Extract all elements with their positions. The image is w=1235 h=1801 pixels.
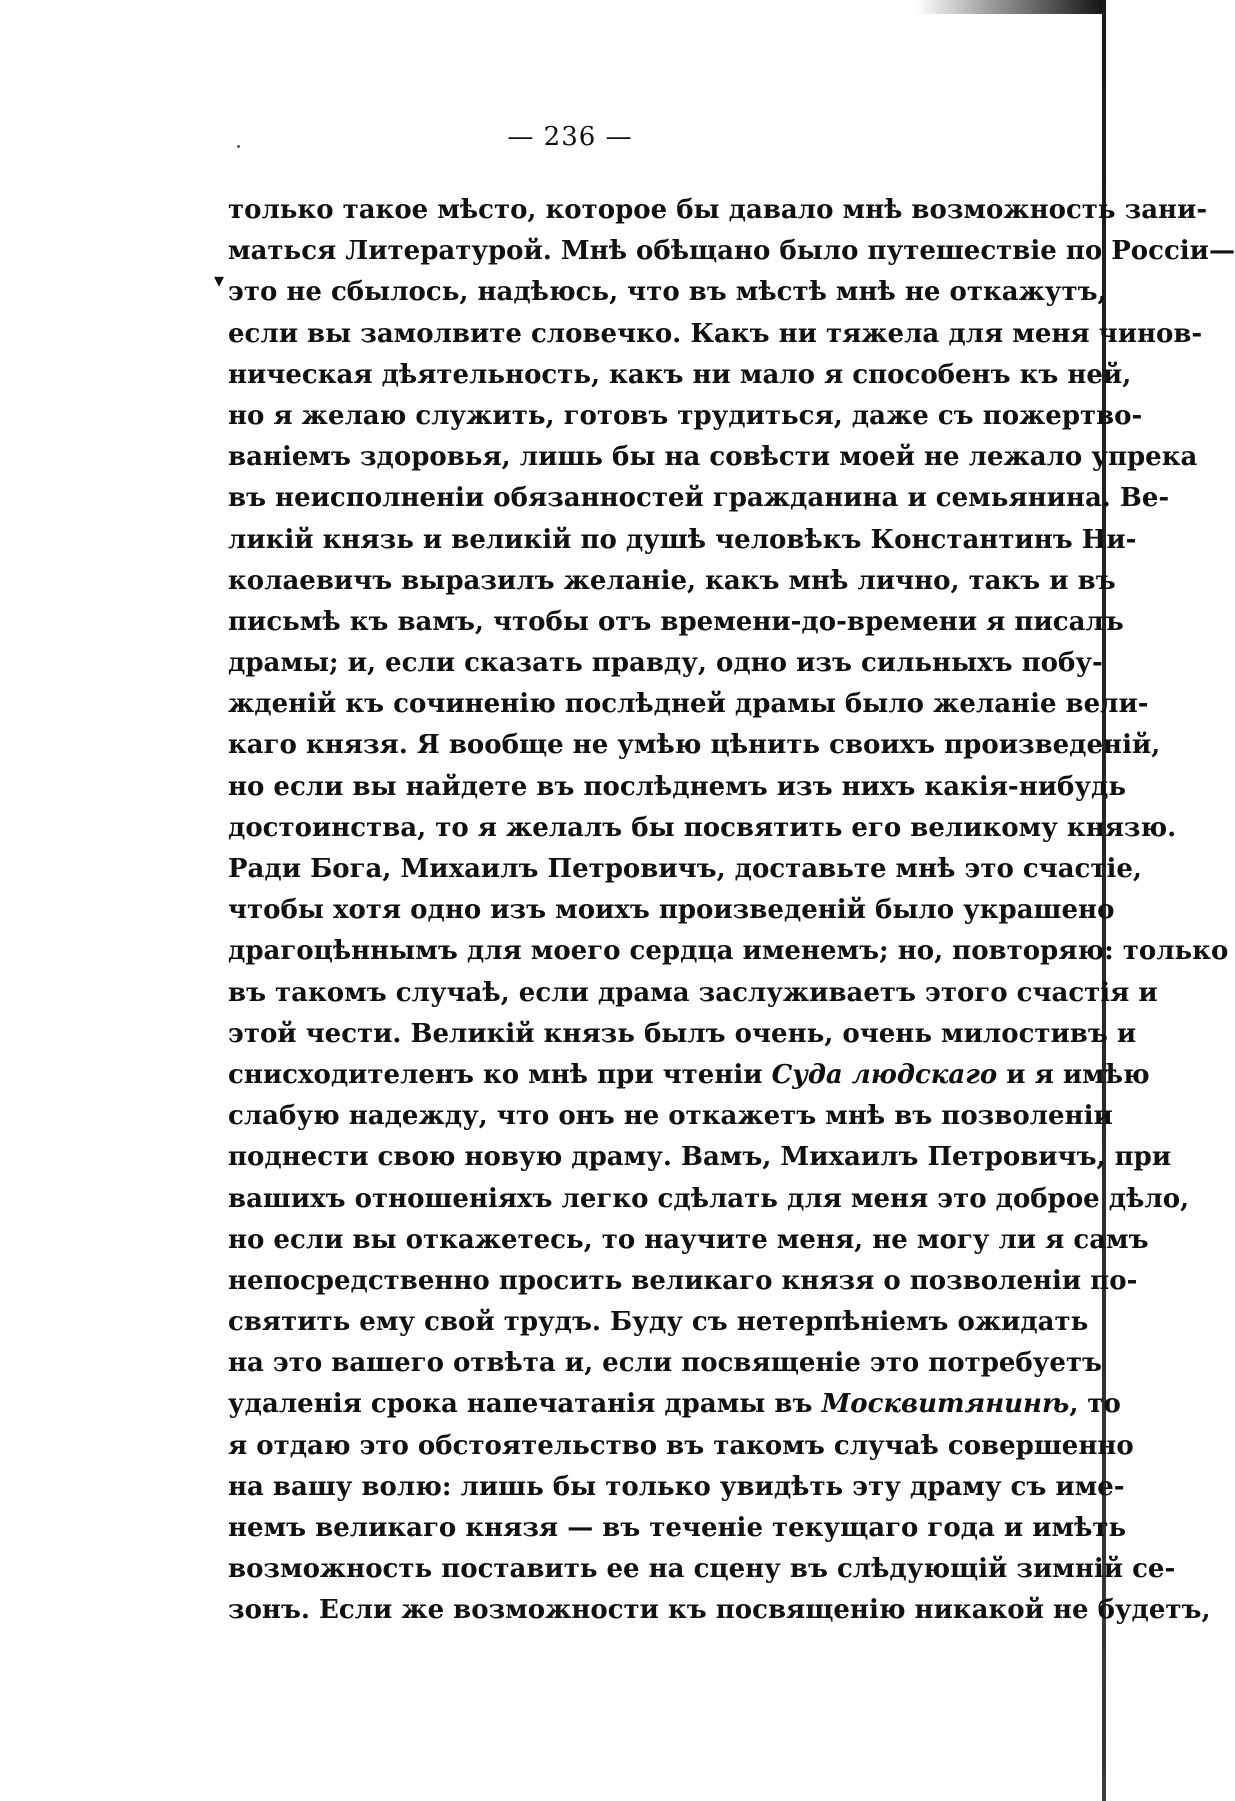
- text-segment: но я желаю служить, готовъ трудиться, даже съ пожертво-: [228, 400, 1143, 431]
- text-segment: письмѣ къ вамъ, чтобы отъ времени-до-времени я писалъ: [228, 606, 1124, 637]
- text-segment: и я имѣю: [997, 1059, 1150, 1090]
- text-line: [228, 849, 1142, 890]
- text-segment: на это вашего отвѣта и, если посвященіе это потребуетъ: [228, 1348, 1102, 1379]
- text-line: [228, 190, 1208, 231]
- text-segment: этой чести. Великій князь былъ очень, очень милостивъ и: [228, 1018, 1137, 1049]
- text-line: [228, 808, 1177, 849]
- text-line: [228, 1055, 1150, 1096]
- text-segment: колаевичъ выразилъ желаніе, какъ мнѣ лично, такъ и въ: [228, 565, 1116, 596]
- text-segment: вашихъ отношеніяхъ легко сдѣлать для меня это доброе дѣло,: [228, 1183, 1190, 1214]
- text-line: [228, 684, 1149, 725]
- text-line: [228, 478, 1170, 519]
- text-segment: Москвитянинѣ: [821, 1389, 1070, 1420]
- text-line: [228, 1467, 1125, 1508]
- text-segment: это не сбылось, надѣюсь, что въ мѣстѣ мнѣ не откажутъ,: [228, 277, 1107, 308]
- text-line: [228, 1426, 1134, 1467]
- text-segment: Ради Бога, Михаилъ Петровичъ, доставьте мнѣ это счастіе,: [228, 854, 1142, 884]
- text-segment: въ такомъ случаѣ, если драма заслуживаетъ этого счастія и: [228, 977, 1158, 1008]
- body-text: [228, 190, 1235, 1632]
- text-segment: драгоцѣннымъ для моего сердца именемъ; но, повторяю: только: [228, 936, 1229, 967]
- text-segment: снисходителенъ ко мнѣ при чтеніи: [228, 1059, 772, 1090]
- text-segment: слабую надежду, что онъ не откажетъ мнѣ въ позволеніи: [228, 1101, 1113, 1132]
- text-segment: чтобы хотя одно изъ моихъ произведеній было украшено: [228, 895, 1115, 926]
- text-line: [228, 314, 1203, 355]
- text-line: [228, 890, 1115, 931]
- text-line: [228, 231, 1235, 272]
- text-segment: немъ великаго князя — въ теченіе текущаго года и имѣть: [228, 1513, 1127, 1543]
- text-segment: ваніемъ здоровья, лишь бы на совѣсти моей не лежало упрека: [228, 442, 1198, 473]
- text-segment: въ неисполненіи обязанностей гражданина и семьянина. Ве-: [228, 483, 1170, 514]
- text-line: [228, 602, 1124, 643]
- text-segment: только такое мѣсто, которое бы давало мнѣ возможность зани-: [228, 195, 1208, 225]
- text-segment: жденій къ сочиненію послѣдней драмы было желаніе вели-: [228, 689, 1149, 720]
- text-line: [228, 1549, 1176, 1590]
- text-line: [228, 931, 1229, 972]
- text-segment: маться Литературой. Мнѣ обѣщано было путешествіе по Россіи—: [228, 236, 1235, 267]
- text-segment: ническая дѣятельность, какъ ни мало я способенъ къ ней,: [228, 359, 1132, 390]
- text-line: [228, 520, 1137, 561]
- margin-mark: ▾: [214, 268, 225, 292]
- text-line: [228, 1014, 1137, 1055]
- text-segment: , то: [1069, 1389, 1121, 1420]
- text-segment: зонъ. Если же возможности къ посвященію никакой не будетъ,: [228, 1595, 1211, 1626]
- page-number: — 236 —: [507, 122, 633, 152]
- text-line: [228, 643, 1103, 684]
- scan-edge-smudge: [916, 0, 1106, 14]
- text-segment: каго князя. Я вообще не умѣю цѣнить своихъ произведеній,: [228, 730, 1161, 761]
- text-segment: удаленія срока напечатанія драмы въ: [228, 1389, 822, 1420]
- text-line: [228, 973, 1158, 1014]
- text-segment: но если вы найдете въ послѣднемъ изъ нихъ какія-нибудь: [228, 771, 1126, 802]
- text-line: [228, 1590, 1211, 1631]
- text-line: [228, 1261, 1138, 1302]
- text-line: [228, 437, 1198, 478]
- text-segment: возможность поставить ее на сцену въ слѣдующій зимній се-: [228, 1554, 1176, 1585]
- text-line: [228, 355, 1132, 396]
- text-line: [228, 1179, 1190, 1220]
- text-segment: на вашу волю: лишь бы только увидѣть эту драму съ име-: [228, 1471, 1125, 1502]
- text-segment: драмы; и, если сказать правду, одно изъ сильныхъ побу-: [228, 648, 1103, 679]
- text-line: [228, 1343, 1102, 1384]
- text-segment: ликій князь и великій по душѣ человѣкъ Константинъ Ни-: [228, 524, 1137, 555]
- text-segment: святить ему свой трудъ. Буду съ нетерпѣніемъ ожидать: [228, 1307, 1089, 1338]
- text-segment: если вы замолвите словечко. Какъ ни тяжела для меня чинов-: [228, 318, 1203, 349]
- text-segment: непосредственно просить великаго князя о позволеніи по-: [228, 1265, 1138, 1296]
- text-line: [228, 561, 1116, 602]
- text-segment: я отдаю это обстоятельство въ такомъ случаѣ совершенно: [228, 1430, 1134, 1461]
- text-line: [228, 1096, 1113, 1137]
- text-line: [228, 1384, 1121, 1425]
- text-line: [228, 1508, 1127, 1549]
- text-segment: но если вы откажетесь, то научите меня, не могу ли я самъ: [228, 1224, 1149, 1255]
- text-line: [228, 1137, 1172, 1178]
- text-segment: поднести свою новую драму. Вамъ, Михаилъ Петровичъ, при: [228, 1142, 1172, 1173]
- text-segment: Суда людскаго: [771, 1059, 998, 1090]
- text-line: [228, 396, 1143, 437]
- text-line: [228, 272, 1107, 313]
- text-line: [228, 1302, 1089, 1343]
- text-line: [228, 767, 1126, 808]
- text-line: [228, 725, 1161, 766]
- text-segment: достоинства, то я желалъ бы посвятить его великому князю.: [228, 812, 1177, 843]
- text-line: [228, 1220, 1149, 1261]
